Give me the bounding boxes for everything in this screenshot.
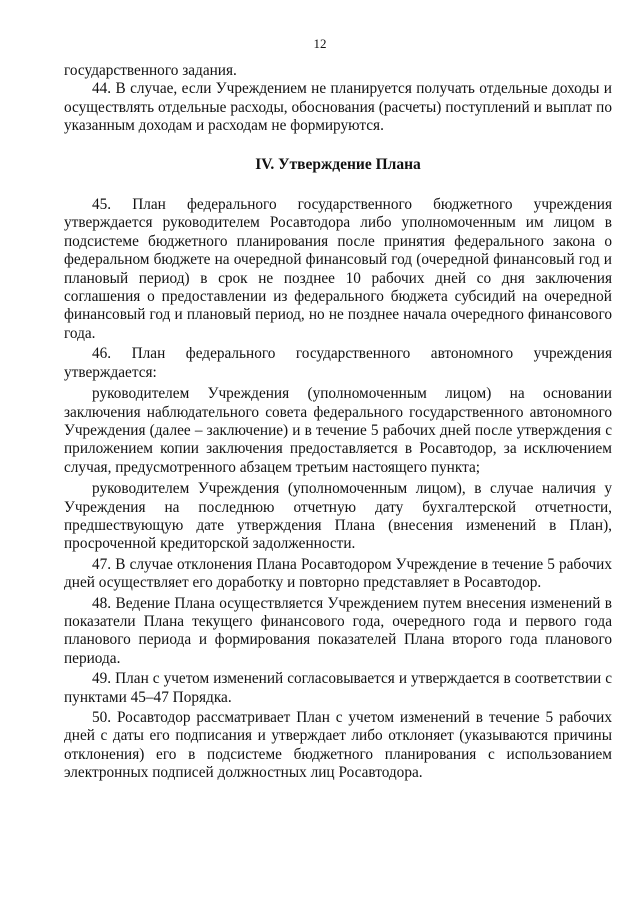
paragraph-continuation: государственного задания.: [64, 62, 237, 79]
page-number: 12: [313, 36, 327, 51]
section-heading: IV. Утверждение Плана: [255, 155, 421, 173]
paragraph-48: 48. Ведение Плана осуществляется Учреждением путем внесения изменений в показатели Плана текущего финансового года, очередного года и первого года планового периода и формирования показателей Плана второго года планового периода.: [64, 594, 612, 667]
paragraph-47: 47. В случае отклонения Плана Росавтодором Учреждение в течение 5 рабочих дней осуществляет его доработку и повторно представляет в Росавтодор.: [64, 555, 612, 592]
paragraph-49: 49. План с учетом изменений согласовывается и утверждается в соответствии с пунктами 45–47 Порядка.: [64, 670, 612, 706]
paragraph-46-line1: 46. План федерального государственного автономного учреждения: [92, 345, 612, 363]
paragraph-45: 45. План федерального государственного бюджетного учреждения утверждается руководителем Росавтодора либо уполномоченным им лицом в подсистеме бюджетного планирования после принятия федерального закона о федеральном бюджете на очередной финансовый год (очередной финансовый год и плановый период) в срок не позднее 10 рабочих дней со дня заключения соглашения о предоставлении из федерального бюджета субсидий на очередной финансовый год и плановый период, но не позднее начала очередного финансового года.: [64, 196, 612, 342]
paragraph-46-item-1: руководителем Учреждения (уполномоченным лицом) на основании заключения наблюдательного совета федерального государственного автономного Учреждения (далее – заключение) и в течение 5 рабочих дней после утверждения с приложением копии заключения предоставляется в Росавтодор, за исключением случая, предусмотренного абзацем третьим настоящего пункта;: [64, 385, 612, 476]
paragraph-46-item-2: руководителем Учреждения (уполномоченным лицом), в случае наличия у Учреждения на последнюю отчетную дату бухгалтерской отчетности, предшествующую дате утверждения Плана (внесения изменений в План), просроченной кредиторской задолженности.: [64, 480, 612, 553]
paragraph-46-line2: утверждается:: [64, 363, 157, 381]
document-body: [64, 62, 612, 783]
paragraph-50: 50. Росавтодор рассматривает План с учетом изменений в течение 5 рабочих дней с даты его подписания и утверждает либо отклоняет (указываются причины отклонения) его в подсистеме бюджетного планирования с использованием электронных подписей должностных лиц Росавтодора.: [64, 709, 612, 782]
paragraph-44: 44. В случае, если Учреждением не планируется получать отдельные доходы и осуществлять отдельные расходы, обоснования (расчеты) поступлений и выплат по указанным доходам и расходам не формируются.: [64, 80, 612, 135]
